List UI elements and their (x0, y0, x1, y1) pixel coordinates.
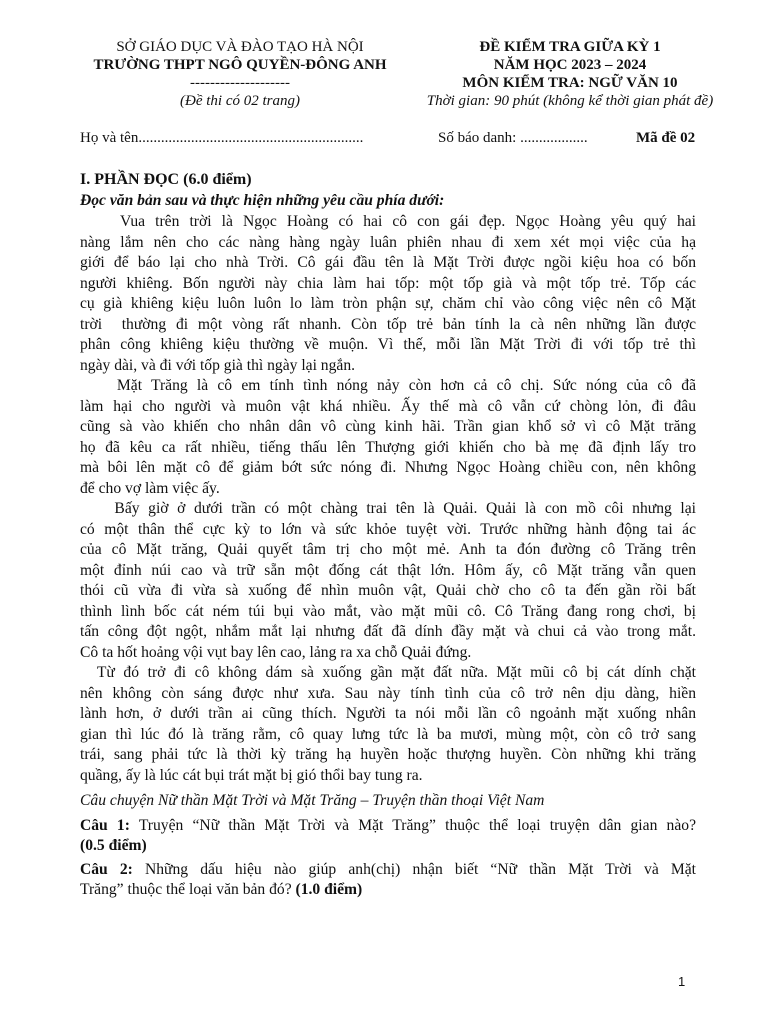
question-2-score: (1.0 điểm) (291, 881, 363, 898)
question-1-text: Truyện “Nữ thần Mặt Trời và Mặt Trăng” thuộc thể loại truyện dân gian nào? (129, 817, 696, 834)
passage-paragraph-3: Bấy giờ ở dưới trần có một chàng trai tên là Quải. Quải là con mồ côi nhưng lại có một thân thể cực kỳ to lớn và sức khỏe tuyệt vời. Trước những hành động tai ác của cô Mặt trăng, Quải quyết tâm trị cho một mẻ. Anh ta đón đường cô Trăng trên một đỉnh núi cao và trữ sẵn một đống cát thật lớn. Hôm ấy, cô Mặt trăng vẫn quen thói cũ vừa đi vừa sà xuống để nhìn muôn vật, Quải chờ cho cô ta đến gần rồi bất thình lình bốc cát ném túi bụi vào mắt, vào mặt mũi cô. Cô Trăng đang rong chơi, bị tấn công đột ngột, nhắm mắt lại nhưng đất đã dính đầy mặt và chui cả vào trong mắt. Cô ta hốt hoảng vội vụt bay lên cao, lảng ra xa chỗ Quải đứng. (80, 500, 696, 661)
exam-title: ĐỀ KIỂM TRA GIỮA KỲ 1 (479, 39, 661, 55)
passage-paragraph-4: Từ đó trở đi cô không dám sà xuống gần mặt đất nữa. Mặt mũi cô bị cát dính chặt nên không còn sáng được như xưa. Sau này tính tình của cô trở nên dịu dàng, hiền lành hơn, ở dưới trần ai cũng thích. Người ta nói mỗi lần cô ngoảnh mặt xuống nhân gian thì lúc đó là trăng rằm, cô quay lưng tức là ba mươi, mùng một, còn cô trở sang trái, sang phải tức là thời kỳ trăng hạ huyền hoặc thượng huyền. Còn những khi trăng quầng, ấy là lúc cát bụi trát mặt bị gió thổi bay tung ra. (80, 664, 696, 784)
page-number: 1 (678, 974, 686, 989)
question-1-label: Câu 1: (80, 817, 130, 834)
candidate-name-field: Họ và tên............................................................ (80, 130, 364, 146)
passage-paragraph-1: Vua trên trời là Ngọc Hoàng có hai cô con gái đẹp. Ngọc Hoàng yêu quý hai nàng lắm nên cho các nàng hàng ngày luân phiên nhau đi xem xét mọi việc của hạ giới để báo lại cho nhà Trời. Cô gái đầu tên là Mặt Trời được ngồi kiệu hoa có bốn người khiêng. Bốn người này chia làm hai tốp: một tốp già và một tốp trẻ. Tốp các cụ già khiêng kiệu luôn luôn lo làm tròn phận sự, chăm chỉ vào công việc nên cô Mặt trời thường đi một vòng rất nhanh. Còn tốp trẻ bản tính la cà nên những lần được phân công khiêng kiệu thường về muộn. Vì thế, mỗi lần Mặt Trời đi với tốp trẻ thì ngày dài, và đi với tốp già thì ngày lại ngắn. (80, 213, 696, 374)
question-1-score: (0.5 điểm) (80, 837, 147, 854)
section-instruction: Đọc văn bản sau và thực hiện những yêu cầu phía dưới: (80, 192, 445, 209)
passage-source: Câu chuyện Nữ thần Mặt Trời và Mặt Trăng – Truyện thần thoại Việt Nam (80, 792, 545, 809)
exam-body (80, 170, 696, 900)
time-allowed: Thời gian: 90 phút (không kể thời gian phát đề) (426, 93, 714, 109)
header-right (400, 38, 740, 110)
exam-code: Mã đề 02 (636, 130, 696, 146)
candidate-number-field: Số báo danh: .................. (438, 130, 588, 146)
section-title: I. PHẦN ĐỌC (6.0 điểm) (80, 171, 252, 188)
passage-paragraph-2: Mặt Trăng là cô em tính tình nóng nảy còn hơn cả cô chị. Sức nóng của cô đã làm hại cho người và muôn vật khá nhiều. Ấy thế mà cô vẫn cứ chòng lỏn, đi đâu cũng sà vào khiến cho nhân dân vô cùng kinh hãi. Trần gian khổ sở vì cô Mặt trăng họ đã kêu ca rất nhiều, tiếng thấu lên Thượng giới khiến cho bà mẹ đã định lấy tro mà bôi lên mặt cô để giảm bớt sức nóng đi. Nhưng Ngọc Hoàng chiều con, nên không để cho vợ làm việc ấy. (80, 377, 696, 497)
question-1 (80, 816, 696, 856)
school-name: TRƯỜNG THPT NGÔ QUYỀN-ĐÔNG ANH (93, 57, 387, 73)
pages-note: (Đề thi có 02 trang) (180, 93, 300, 109)
question-2 (80, 860, 696, 900)
question-2-text-line2: Trăng” thuộc thể loại văn bản đó? (80, 881, 292, 898)
header-divider: -------------------- (190, 75, 290, 91)
header-left (60, 38, 420, 110)
question-2-text-line1: Những dấu hiệu nào giúp anh(chị) nhận biết “Nữ thần Mặt Trời và Mặt (132, 861, 696, 878)
school-year: NĂM HỌC 2023 – 2024 (493, 57, 647, 73)
question-2-label: Câu 2: (80, 861, 133, 878)
department-name: SỞ GIÁO DỤC VÀ ĐÀO TẠO HÀ NỘI (116, 39, 364, 55)
subject: MÔN KIỂM TRA: NGỮ VĂN 10 (462, 75, 678, 91)
